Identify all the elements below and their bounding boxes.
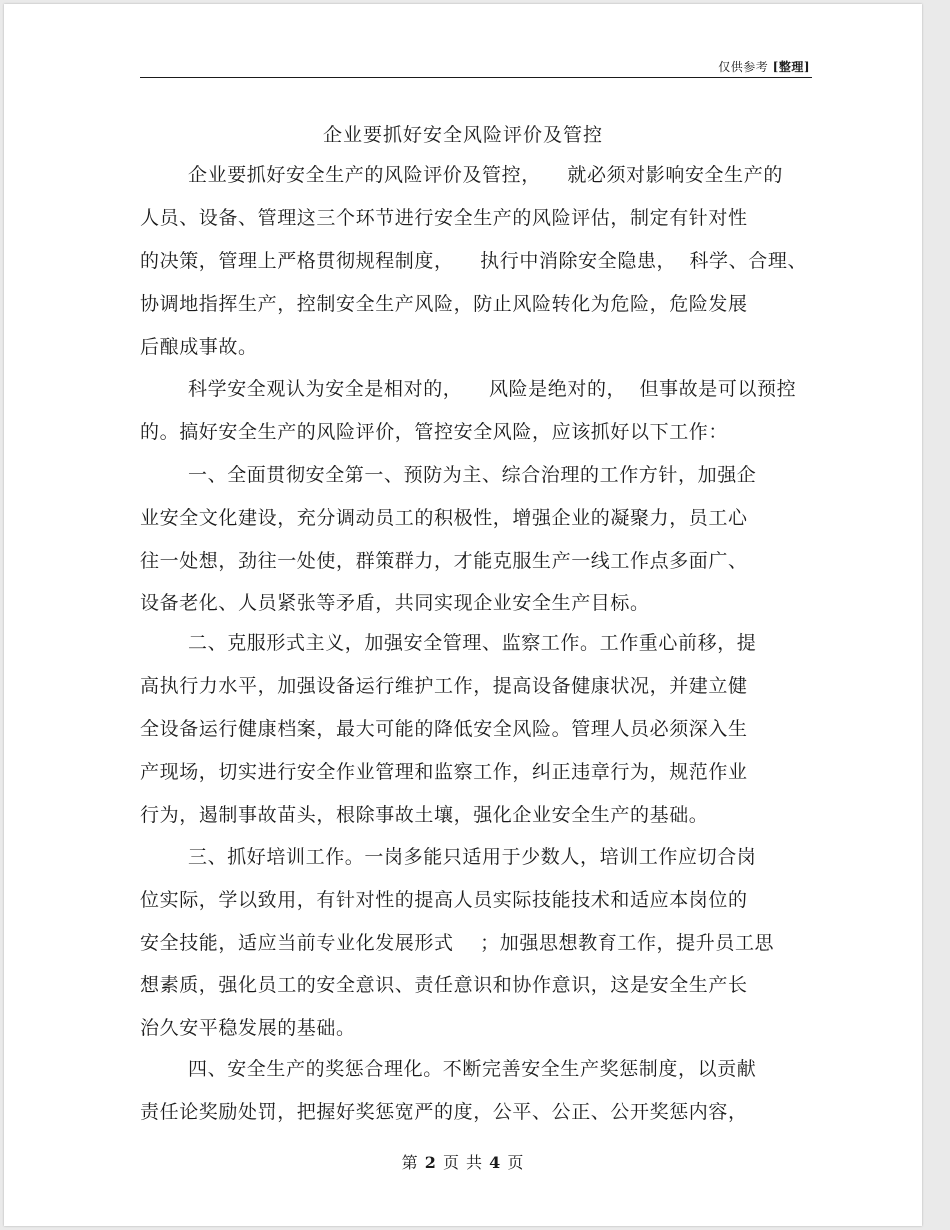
paragraph-4-line-1: 二、克服形式主义，加强安全管理、监察工作。工作重心前移，提 bbox=[188, 632, 757, 654]
paragraph-5-line-4: 想素质，强化员工的安全意识、责任意识和协作意识，这是安全生产长 bbox=[140, 974, 748, 996]
paragraph-2-line-2: 的。搞好安全生产的风险评价，管控安全风险，应该抓好以下工作： bbox=[140, 421, 729, 443]
paragraph-4-line-4: 产现场，切实进行安全作业管理和监察工作，纠正违章行为，规范作业 bbox=[140, 761, 748, 783]
paragraph-1-line-2: 人员、设备、管理这三个环节进行安全生产的风险评估，制定有针对性 bbox=[140, 207, 748, 229]
footer-prefix: 第 bbox=[401, 1153, 425, 1172]
page-header bbox=[718, 58, 810, 75]
paragraph-2-line-1: 科学安全观认为安全是相对的， 风险是绝对的， 但事故是可以预控 bbox=[188, 378, 797, 400]
paragraph-1-line-1: 企业要抓好安全生产的风险评价及管控， 就必须对影响安全生产的 bbox=[188, 164, 783, 186]
footer-suffix: 页 bbox=[501, 1153, 525, 1172]
paragraph-6-line-1: 四、安全生产的奖惩合理化。不断完善安全生产奖惩制度，以贡献 bbox=[188, 1058, 757, 1080]
paragraph-5-line-3: 安全技能，适应当前专业化发展形式 ；加强思想教育工作，提升员工思 bbox=[140, 932, 775, 954]
footer-middle: 页 共 bbox=[436, 1153, 490, 1172]
paragraph-5-line-1: 三、抓好培训工作。一岗多能只适用于少数人，培训工作应切合岗 bbox=[188, 846, 757, 868]
paragraph-4-line-3: 全设备运行健康档案，最大可能的降低安全风险。管理人员必须深入生 bbox=[140, 718, 748, 740]
paragraph-3-line-1: 一、全面贯彻安全第一、预防为主、综合治理的工作方针，加强企 bbox=[188, 464, 757, 486]
paragraph-1-line-5: 后酿成事故。 bbox=[140, 336, 258, 358]
footer-current-page: 2 bbox=[424, 1153, 437, 1172]
paragraph-3-line-3: 往一处想，劲往一处使，群策群力，才能克服生产一线工作点多面广、 bbox=[140, 550, 748, 572]
document-page bbox=[4, 4, 922, 1226]
paragraph-6-line-2: 责任论奖励处罚，把握好奖惩宽严的度，公平、公正、公开奖惩内容， bbox=[140, 1101, 748, 1123]
paragraph-1-line-4: 协调地指挥生产，控制安全生产风险，防止风险转化为危险，危险发展 bbox=[140, 293, 748, 315]
paragraph-4-line-5: 行为，遏制事故苗头，根除事故土壤，强化企业安全生产的基础。 bbox=[140, 804, 709, 826]
paragraph-1-line-3: 的决策，管理上严格贯彻规程制度， 执行中消除安全隐患， 科学、合理、 bbox=[140, 250, 808, 272]
page-footer bbox=[4, 1150, 922, 1173]
footer-total-pages: 4 bbox=[489, 1153, 502, 1172]
header-tag: [整理] bbox=[772, 60, 810, 74]
header-note: 仅供参考 bbox=[718, 60, 769, 74]
header-rule bbox=[140, 77, 812, 78]
paragraph-3-line-4: 设备老化、人员紧张等矛盾，共同实现企业安全生产目标。 bbox=[140, 592, 650, 614]
paragraph-5-line-2: 位实际，学以致用，有针对性的提高人员实际技能技术和适应本岗位的 bbox=[140, 889, 748, 911]
paragraph-5-line-5: 治久安平稳发展的基础。 bbox=[140, 1017, 356, 1039]
paragraph-3-line-2: 业安全文化建设，充分调动员工的积极性，增强企业的凝聚力，员工心 bbox=[140, 507, 748, 529]
document-title: 企业要抓好安全风险评价及管控 bbox=[322, 124, 603, 146]
paragraph-4-line-2: 高执行力水平，加强设备运行维护工作，提高设备健康状况，并建立健 bbox=[140, 675, 748, 697]
